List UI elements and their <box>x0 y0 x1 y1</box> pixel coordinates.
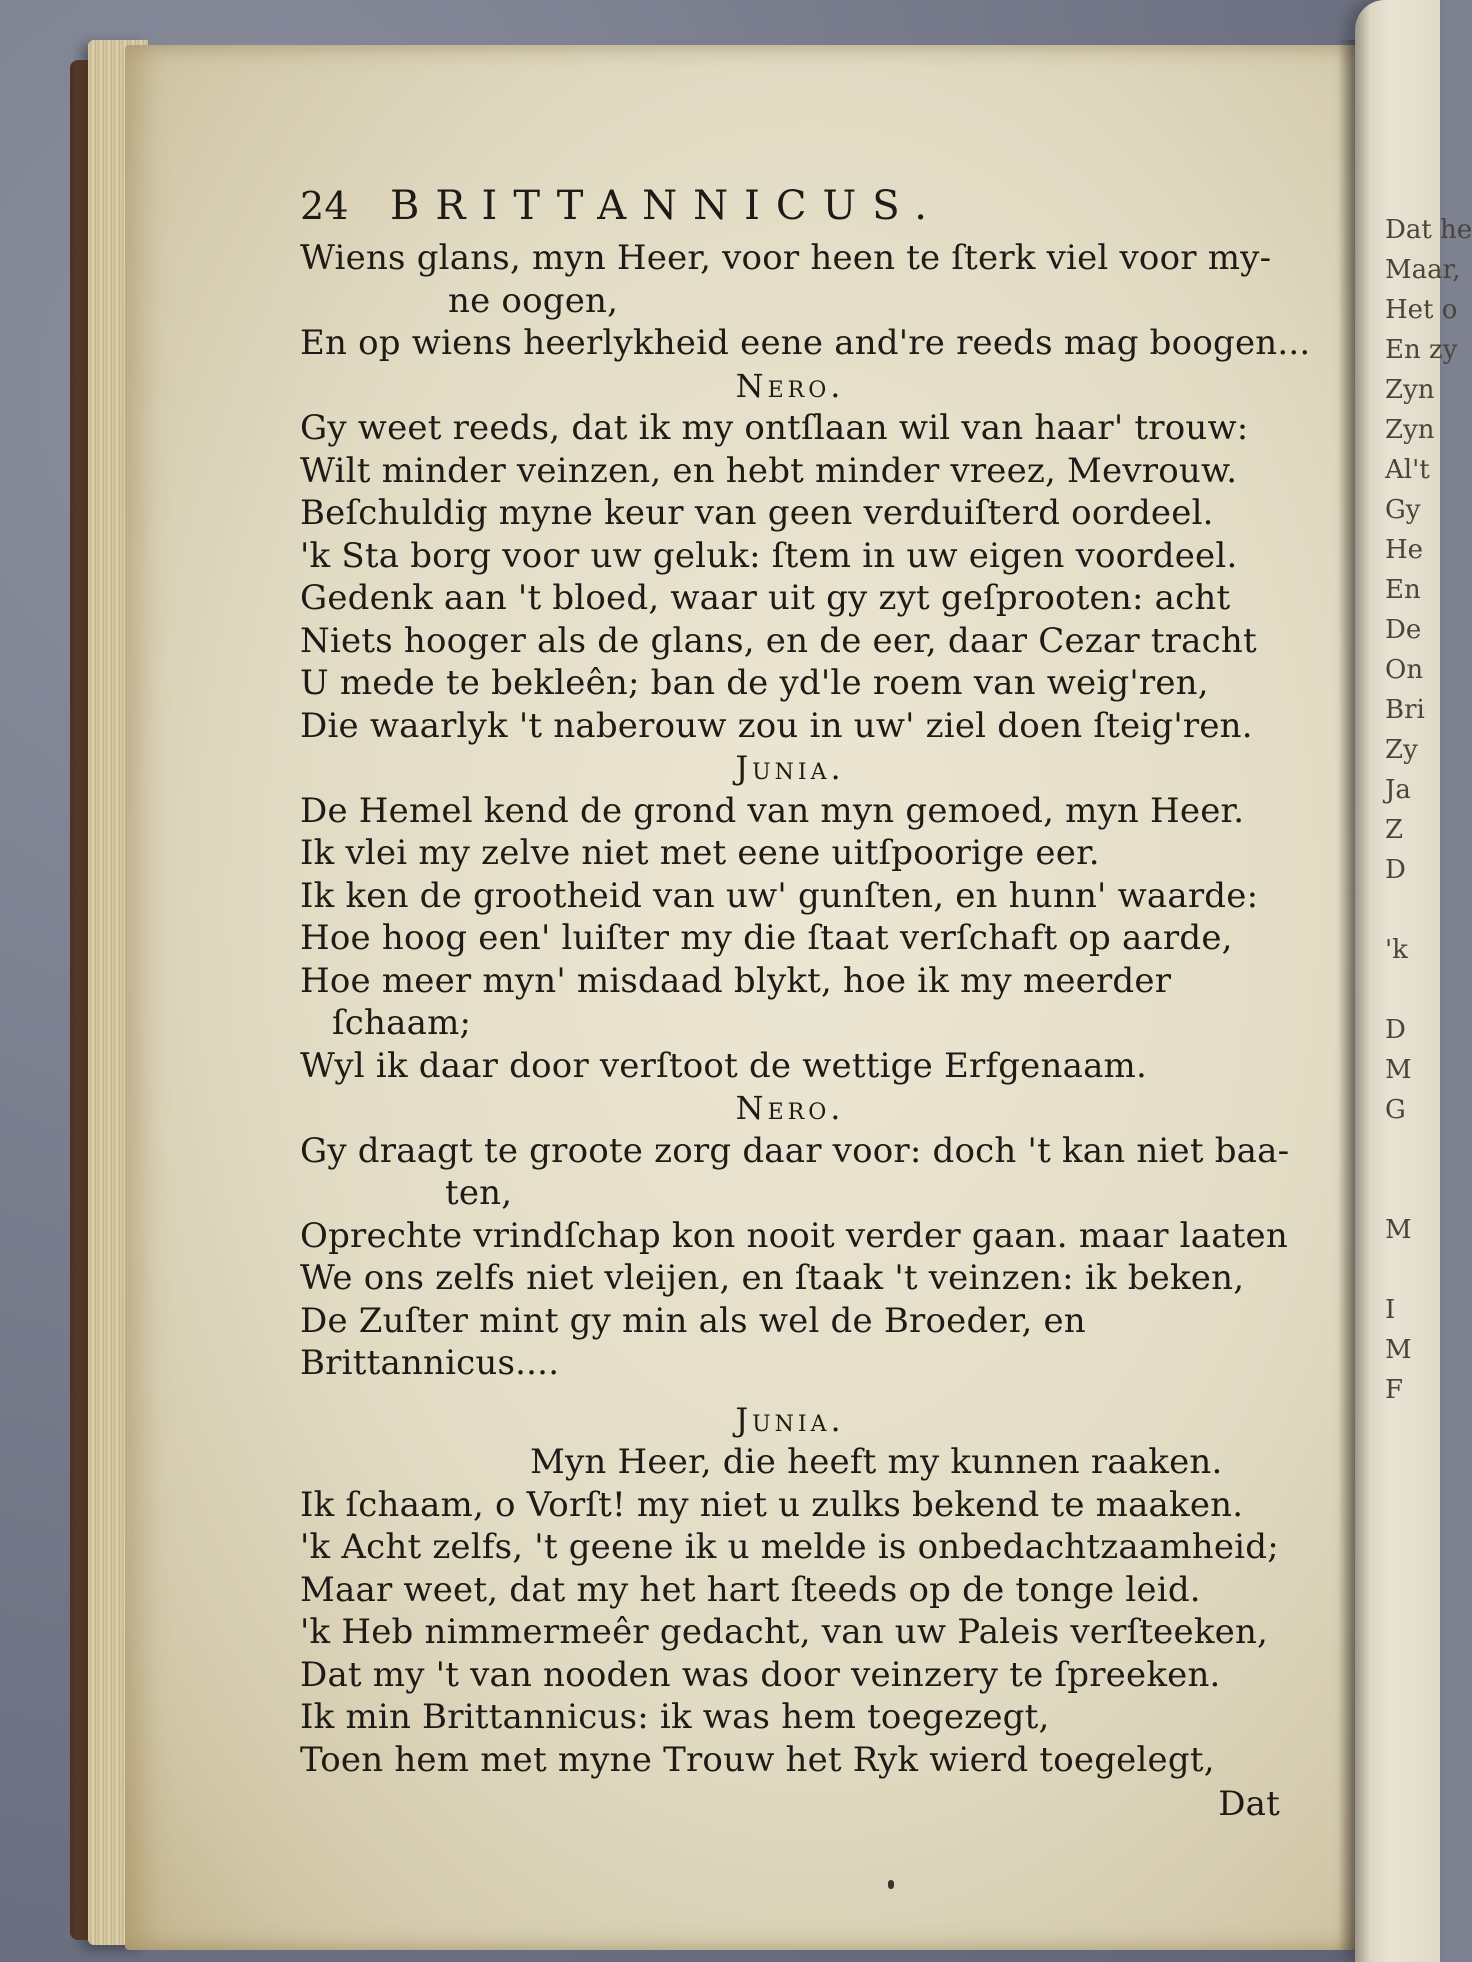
verse-line: De Zuſter mint gy min als wel de Broeder, en <box>300 1300 1086 1341</box>
facing-page-line: Bri <box>1385 695 1425 725</box>
verse-line: Hoe meer myn' misdaad blykt, hoe ik my meerder <box>300 960 1172 1001</box>
verse-line: Brittannicus.... <box>300 1343 560 1383</box>
facing-page-line: Ja <box>1385 775 1411 805</box>
verse-line: Beſchuldig myne keur van geen verduiſterd oordeel. <box>300 493 1214 533</box>
facing-page-line: F <box>1385 1375 1404 1405</box>
catchword: Dat <box>1218 1784 1280 1824</box>
facing-page-line: En <box>1385 575 1421 605</box>
facing-page-line: On <box>1385 655 1424 685</box>
page-text-block <box>300 183 1311 1826</box>
running-title: BRITTANNICUS. <box>390 183 943 229</box>
verse-line: Wilt minder veinzen, en hebt minder vreez, Mevrouw. <box>300 450 1238 491</box>
verse-line: Hoe hoog een' luiſter my die ſtaat verſchaft op aarde, <box>300 918 1233 958</box>
verse-line: Ik min Brittannicus: ik was hem toegezegt, <box>300 1697 1050 1737</box>
speaker-name: Nero. <box>735 1089 845 1127</box>
facing-page-line: Zy <box>1385 735 1418 765</box>
facing-page-line: Maar, <box>1385 255 1461 285</box>
verse-line: Oprechte vrindſchap kon nooit verder gaan. maar laaten <box>300 1215 1288 1256</box>
verse-line: Niets hooger als de glans, en de eer, daar Cezar tracht <box>300 620 1257 661</box>
facing-page-line: D <box>1385 855 1406 885</box>
speaker-name: Junia. <box>735 1400 845 1439</box>
verse-line: Gy draagt te groote zorg daar voor: doch 't kan niet baa- <box>300 1130 1290 1171</box>
facing-page-line: Dat he <box>1385 215 1472 245</box>
verse-line: Gy weet reeds, dat ik my ontſlaan wil van haar' trouw: <box>300 408 1249 448</box>
verse-line: Maar weet, dat my het hart ſteeds op de tonge leid. <box>300 1569 1201 1610</box>
facing-page-line <box>1385 890 1445 930</box>
verse-line: 'k Acht zelfs, 't geene ik u melde is onbedachtzaamheid; <box>300 1527 1279 1567</box>
verse-line: Wyl ik daar door verſtoot de wettige Erfgenaam. <box>300 1045 1147 1086</box>
facing-page-line <box>1385 1170 1445 1210</box>
verse-line-continuation: ten, <box>445 1173 513 1213</box>
facing-page-line: M <box>1385 1055 1412 1085</box>
verse-line: We ons zelfs niet vleijen, en ſtaak 't veinzen: ik beken, <box>300 1258 1245 1298</box>
page-number: 24 <box>300 184 349 228</box>
facing-page-line: Al't <box>1385 455 1430 485</box>
verse-line: 'k Sta borg voor uw geluk: ſtem in uw eigen voordeel. <box>300 535 1238 576</box>
facing-page-line <box>1385 970 1445 1010</box>
verse-line: 'k Heb nimmermeêr gedacht, van uw Paleis verſteeken, <box>300 1612 1269 1652</box>
verse-line: Die waarlyk 't naberouw zou in uw' ziel doen ſteig'ren. <box>300 705 1253 746</box>
facing-page-line: He <box>1385 535 1424 565</box>
running-header <box>300 185 1280 233</box>
verse-line: Toen hem met myne Trouw het Ryk wierd toegelegt, <box>300 1739 1215 1780</box>
verse-line-indented: Myn Heer, die heeft my kunnen raaken. <box>530 1442 1223 1482</box>
facing-page-line: 'k <box>1385 935 1408 965</box>
verse-line: Ik vlei my zelve niet met eene uitſpoorige eer. <box>300 833 1100 873</box>
facing-page-line: Zyn <box>1385 415 1435 445</box>
ink-mark <box>888 1880 894 1889</box>
facing-page-line: En zy <box>1385 335 1458 365</box>
facing-page-line: Z <box>1385 815 1404 845</box>
facing-page-line: De <box>1385 615 1422 645</box>
verse-line: Dat my 't van nooden was door veinzery te ſpreeken. <box>300 1654 1221 1695</box>
verse-line: En op wiens heerlykheid eene and're reeds mag boogen... <box>300 323 1311 363</box>
facing-page-line: D <box>1385 1015 1406 1045</box>
facing-page-line <box>1385 1250 1445 1290</box>
speaker-name: Junia. <box>735 749 845 787</box>
verse-line: Wiens glans, myn Heer, voor heen te ſterk viel voor my- <box>300 238 1272 278</box>
speaker-name: Nero. <box>735 366 845 405</box>
verse-line: Gedenk aan 't bloed, waar uit gy zyt geſprooten: acht <box>300 578 1231 618</box>
facing-page-text <box>1385 210 1472 1410</box>
facing-page-line: M <box>1385 1215 1412 1245</box>
facing-page-line: I <box>1385 1295 1396 1325</box>
facing-page-line: Het o <box>1385 295 1458 325</box>
verse-line: De Hemel kend de grond van myn gemoed, myn Heer. <box>300 790 1245 831</box>
facing-page-line: G <box>1385 1095 1406 1125</box>
verse-line: Ik ken de grootheid van uw' gunſten, en hunn' waarde: <box>300 875 1259 916</box>
verse-line-continuation: ne oogen, <box>448 280 619 321</box>
facing-page-line: Zyn <box>1385 375 1435 405</box>
facing-page-line <box>1385 1130 1445 1170</box>
verse-line: Ik ſchaam, o Vorſt! my niet u zulks bekend te maaken. <box>300 1484 1244 1525</box>
facing-page-line: M <box>1385 1335 1412 1365</box>
verse-line: U mede te bekleên; ban de yd'le roem van weig'ren, <box>300 663 1209 703</box>
facing-page-line: Gy <box>1385 495 1421 525</box>
verse-line-continuation: ſchaam; <box>332 1003 472 1043</box>
